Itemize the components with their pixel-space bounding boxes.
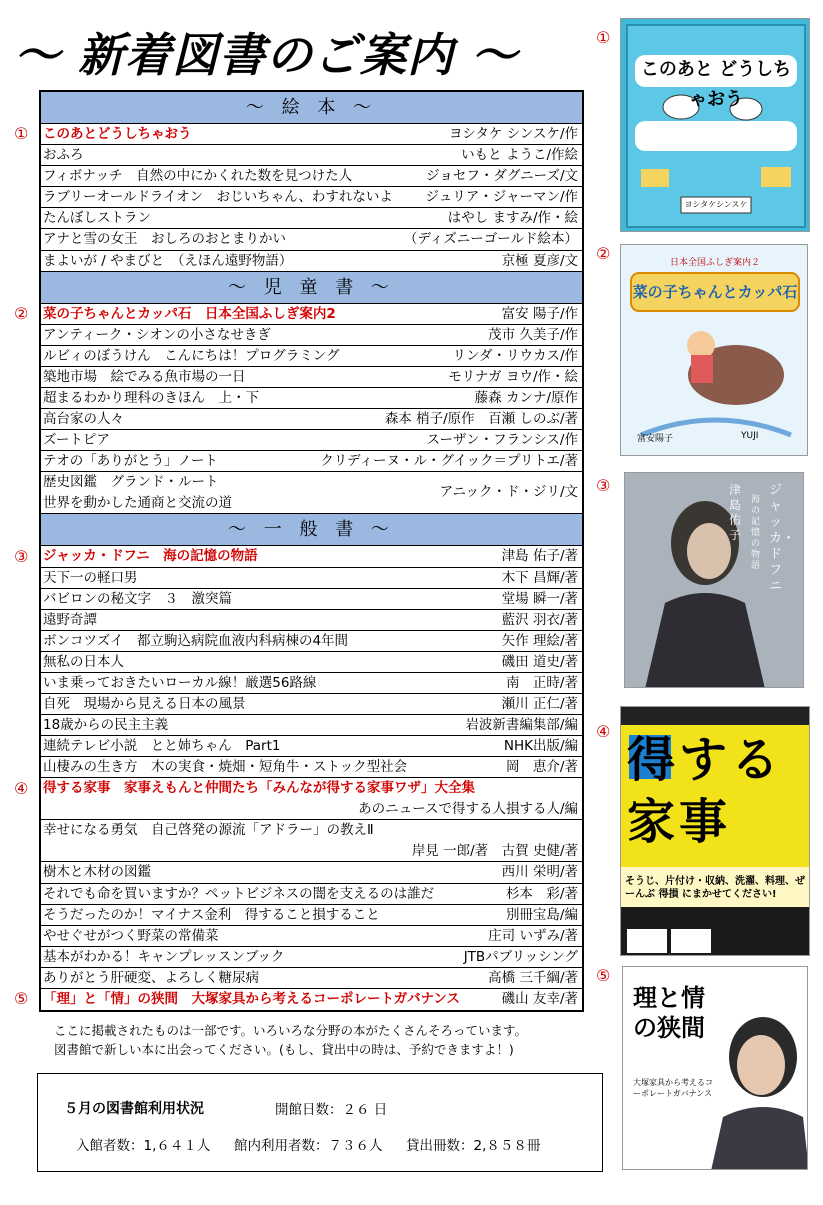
book-row[interactable] [41, 673, 582, 694]
book-title: 無私の日本人 [43, 653, 124, 670]
book-row[interactable] [41, 546, 582, 567]
book-title: 18歳からの民主主義 [43, 717, 169, 734]
featured-marker: ③ [14, 546, 29, 566]
book-title: アナと雪の女王 おしろのおとまりかい [43, 231, 286, 248]
stats-visitors: 入館者数：1,６４１人 [76, 1138, 211, 1154]
book-title: ルビィのぼうけん こんにちは！プログラミング [43, 347, 340, 364]
book-author: ジョセフ・ダグニーズ/文 [426, 168, 578, 185]
book-row[interactable] [41, 778, 582, 820]
book-author: 堂場 瞬一/著 [501, 590, 578, 607]
book-list-table [39, 90, 584, 1012]
book-row[interactable] [41, 631, 582, 652]
book-author: アニック・ド・ジリ/文 [439, 484, 578, 501]
book-author: 南 正時/著 [505, 674, 578, 691]
featured-marker: ① [14, 124, 29, 143]
book-title: 幸せになる勇気 自己啓発の源流「アドラー」の教えⅡ [43, 822, 374, 839]
book-author: 津島 佑子/著 [501, 548, 578, 565]
book-author: スーザン・フランシス/作 [426, 432, 578, 449]
book-author: 富安 陽子/作 [501, 305, 578, 322]
book-title: 連続テレビ小説 とと姉ちゃん Part1 [43, 738, 281, 755]
cover-marker-2: ② [596, 244, 611, 263]
book-cover-1-author: ヨシタケシンスケ [684, 200, 748, 209]
book-title: やせぐせがつく野菜の常備菜 [43, 927, 219, 944]
book-row[interactable] [41, 325, 582, 346]
book-cover-1[interactable] [620, 18, 810, 232]
book-row[interactable] [41, 926, 582, 947]
notice-text [54, 1021, 614, 1059]
book-row[interactable] [41, 124, 582, 145]
book-author: 瀬川 正仁/著 [501, 696, 578, 713]
book-author: 岸見 一郎/著 古賀 史健/著 [411, 843, 578, 860]
book-author: 磯山 友幸/著 [501, 991, 578, 1007]
book-row[interactable] [41, 884, 582, 905]
book-title: 歴史図鑑 グランド・ルート [43, 474, 219, 491]
book-row[interactable] [41, 568, 582, 589]
notice-line-2: 図書館で新しい本に出会ってください。(もし、貸出中の時は、予約できますよ！) [54, 1042, 514, 1057]
book-author: 矢作 理絵/著 [501, 632, 578, 649]
book-title: ズートピア [43, 432, 110, 449]
book-author: JTBパブリッシング [463, 948, 578, 965]
book-title: フィボナッチ 自然の中にかくれた数を見つけた人 [43, 168, 353, 185]
book-cover-3-author: 津島佑子 [729, 483, 742, 542]
book-row[interactable] [41, 694, 582, 715]
book-author: あのニュースで得する人損する人/編 [358, 801, 578, 818]
book-title: 菜の子ちゃんとカッパ石 日本全国ふしぎ案内2 [43, 305, 336, 322]
book-author: 高橋 三千綱/著 [488, 969, 578, 986]
book-title: まよいが / やまびと （えほん遠野物語） [43, 252, 293, 269]
book-cover-4[interactable] [620, 706, 810, 956]
book-title: 遠野奇譚 [43, 611, 97, 628]
book-author: 岩波新書編集部/編 [465, 717, 578, 734]
book-row[interactable] [41, 367, 582, 388]
book-cover-3[interactable] [624, 472, 804, 688]
book-row[interactable] [41, 208, 582, 229]
cover-marker-5: ⑤ [596, 966, 611, 985]
book-author: 茂市 久美子/作 [488, 326, 578, 343]
featured-marker: ② [14, 303, 29, 323]
book-row[interactable] [41, 346, 582, 367]
section-header: 〜 一 般 書 〜 [41, 514, 582, 546]
book-author: 京極 夏彦/文 [501, 252, 578, 269]
book-author: 藍沢 羽衣/著 [501, 611, 578, 628]
book-title: 樹木と木材の図鑑 [43, 864, 151, 881]
book-author: 庄司 いずみ/著 [488, 927, 578, 944]
book-author: ジュリア・ジャーマン/作 [425, 189, 578, 206]
book-author: リンダ・リウカス/作 [452, 347, 578, 364]
stats-open-days: 開館日数：２６ 日 [275, 1102, 388, 1118]
book-cover-3-title: ジャッカ・ドフニ [769, 483, 796, 594]
book-cover-2-series: 日本全国ふしぎ案内２ [669, 258, 760, 268]
book-author: 別冊宝島/編 [505, 906, 578, 923]
book-author: 磯田 道史/著 [501, 653, 578, 670]
book-row[interactable] [41, 430, 582, 451]
book-title: 「理」と「情」の狭間 大塚家具から考えるコーポレートガバナンス [43, 991, 461, 1007]
book-cover-5[interactable] [622, 966, 808, 1170]
book-author: いもと ようこ/作絵 [461, 147, 578, 164]
book-cover-2[interactable] [620, 244, 808, 456]
book-title: バビロンの秘文字 ３ 激突篇 [43, 590, 232, 607]
book-row[interactable] [41, 989, 582, 1010]
book-title: それでも命を買いますか？ペットビジネスの闇を支えるのは誰だ [43, 885, 435, 902]
featured-marker: ④ [14, 778, 29, 798]
book-title: いま乗っておきたいローカル線！厳選56路線 [43, 674, 317, 691]
book-title: 基本がわかる！キャンプレッスンブック [43, 948, 285, 965]
book-row[interactable] [41, 166, 582, 187]
book-row[interactable] [41, 652, 582, 673]
book-row[interactable] [41, 610, 582, 631]
book-title: このあとどうしちゃおう [43, 126, 192, 142]
cover-marker-3: ③ [596, 476, 611, 495]
book-title-line2: 世界を動かした通商と交流の道 [43, 495, 232, 512]
book-cover-2-illustrator: YUJI [741, 431, 759, 441]
book-author: 岡 恵介/著 [505, 759, 578, 776]
book-author: 木下 昌輝/著 [501, 569, 578, 586]
book-title: ラブリーオールドライオン おじいちゃん、わすれないよ [43, 189, 393, 206]
book-title: ありがとう肝硬変、よろしく糖尿病 [43, 969, 259, 986]
book-title: 超まるわかり理科のきほん 上・下 [43, 390, 259, 407]
book-cover-3-subtitle: 海の記憶の物語 [751, 495, 761, 571]
book-title: おふろ [43, 147, 84, 164]
book-title: 得する家事 家事えもんと仲間たち「みんなが得する家事ワザ」大全集 [43, 780, 475, 797]
section-header: 〜 児 童 書 〜 [41, 272, 582, 304]
book-row[interactable] [41, 388, 582, 409]
book-author: モリナガ ヨウ/作・絵 [448, 368, 578, 385]
book-cover-2-author: 富安陽子 [637, 434, 674, 444]
book-cover-5-subtitle: 大塚家具から考えるコーポレートガバナンス [633, 1078, 713, 1098]
book-title: 高台家の人々 [43, 411, 124, 428]
book-cover-4-tagline: そうじ、片付け・収納、洗濯、料理、ぜーんぶ 得損 にまかせてください! [625, 876, 805, 900]
book-author: 西川 栄明/著 [501, 864, 578, 881]
cover-marker-4: ④ [596, 722, 611, 741]
book-author: ヨシタケ シンスケ/作 [448, 126, 578, 142]
book-author: 藤森 カンナ/原作 [474, 390, 578, 407]
book-title: テオの「ありがとう」ノート [43, 453, 218, 470]
book-cover-1-title: このあと どうしちゃおう [640, 59, 792, 110]
book-row[interactable] [41, 409, 582, 430]
book-row[interactable] [41, 472, 582, 514]
book-author: （ディズニーゴールド絵本） [403, 231, 578, 248]
page-title: 〜 新着図書のご案内 〜 [14, 28, 519, 82]
book-row[interactable] [41, 968, 582, 989]
book-row[interactable] [41, 757, 582, 778]
book-author: 杉本 彩/著 [505, 885, 578, 902]
stats-label: ５月の図書館利用状況 [64, 1101, 204, 1117]
book-row[interactable] [41, 451, 582, 472]
book-row[interactable] [41, 251, 582, 272]
book-title: アンティーク・シオンの小さなせきぎ [43, 326, 271, 343]
book-author: NHK出版/編 [503, 738, 578, 755]
book-row[interactable] [41, 736, 582, 757]
book-cover-2-title: 菜の子ちゃんとカッパ石 [632, 283, 798, 301]
book-author: 森本 梢子/原作 百瀬 しのぶ/著 [384, 411, 578, 428]
book-row[interactable] [41, 145, 582, 166]
book-title: たんぼしストラン [43, 210, 151, 227]
book-row[interactable] [41, 905, 582, 926]
cover-marker-1: ① [596, 28, 611, 47]
book-title: 自死 現場から見える日本の風景 [43, 696, 246, 713]
book-row[interactable] [41, 862, 582, 883]
featured-marker: ⑤ [14, 989, 29, 1009]
book-row[interactable] [41, 304, 582, 325]
book-author: クリディーヌ・ル・グイック＝プリトエ/著 [320, 453, 578, 470]
book-row[interactable] [41, 715, 582, 736]
notice-line-1: ここに掲載されたものは一部です。いろいろな分野の本がたくさんそろっています。 [54, 1023, 528, 1038]
stats-in-library-users: 館内利用者数：７３６人 [234, 1138, 383, 1154]
book-row[interactable] [41, 187, 582, 208]
book-row[interactable] [41, 820, 582, 862]
book-cover-4-title: 得する家事 [627, 732, 784, 850]
book-row[interactable] [41, 229, 582, 250]
section-header: 〜 絵 本 〜 [41, 92, 582, 124]
book-title: 山棲みの生き方 木の実食・焼畑・短角牛・ストック型社会 [43, 759, 408, 776]
book-title: 築地市場 絵でみる魚市場の一日 [43, 368, 246, 385]
book-cover-5-title: 理と情の狭間 [633, 984, 705, 1042]
book-title: ボンコツズイ 都立駒込病院血液内科病棟の4年間 [43, 632, 349, 649]
book-title: ジャッカ・ドフニ 海の記憶の物語 [43, 548, 258, 565]
book-row[interactable] [41, 947, 582, 968]
stats-loans: 貸出冊数：2,８５８冊 [406, 1138, 541, 1154]
book-author: はやし ますみ/作・絵 [447, 210, 578, 227]
book-row[interactable] [41, 589, 582, 610]
book-title: そうだったのか！マイナス金利 得すること損すること [43, 906, 380, 923]
usage-stats-box [37, 1073, 603, 1172]
book-title: 天下一の軽口男 [43, 569, 138, 586]
